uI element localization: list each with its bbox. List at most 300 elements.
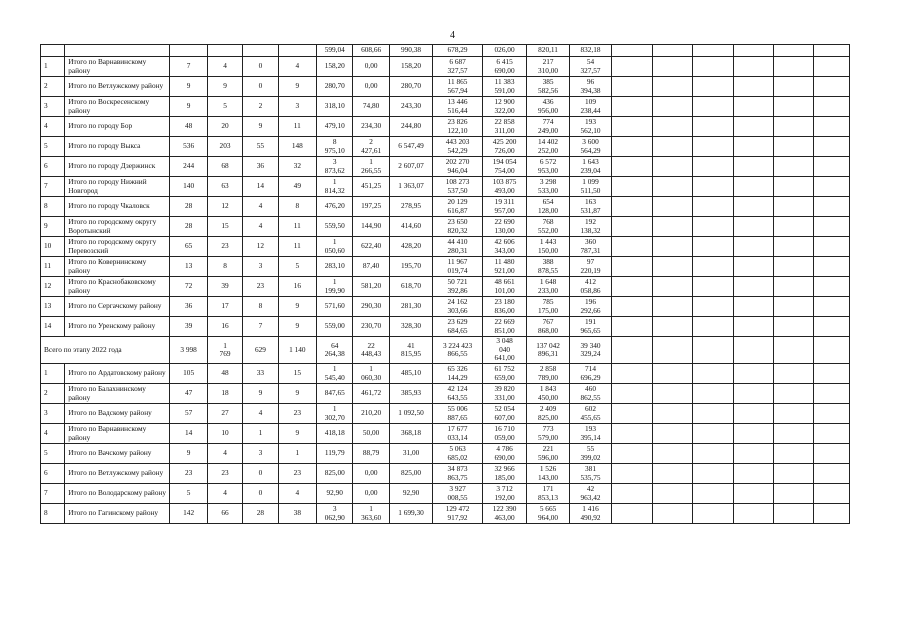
- value-a1: 119,79: [317, 444, 353, 464]
- value-c1: 13: [170, 257, 207, 277]
- empty-cell: [733, 117, 773, 137]
- value-f4: 163 531,87: [569, 197, 611, 217]
- table-row: [41, 504, 850, 524]
- value-a1: 158,20: [317, 57, 353, 77]
- empty-cell: [733, 217, 773, 237]
- empty-cell: [814, 217, 850, 237]
- row-name: Итого по городскому округу Воротынский: [65, 217, 170, 237]
- table-row: [41, 277, 850, 297]
- value-a3: 31,00: [389, 444, 432, 464]
- value-f2: 48 661 101,00: [482, 277, 526, 297]
- empty-cell: [693, 137, 733, 157]
- value-a2: 622,40: [353, 237, 389, 257]
- empty-cell: [612, 424, 652, 444]
- value-c1: 140: [170, 177, 207, 197]
- empty-cell: [733, 57, 773, 77]
- empty-cell: [693, 45, 733, 57]
- value-f3: 217 310,00: [527, 57, 569, 77]
- empty-cell: [693, 197, 733, 217]
- row-name: Итого по Варнавинскому району: [65, 57, 170, 77]
- value-f4: 196 292,66: [569, 297, 611, 317]
- page-number: 4: [450, 30, 455, 41]
- value-c1: 7: [170, 57, 207, 77]
- empty-cell: [733, 257, 773, 277]
- value-f1: 55 006 887,65: [433, 404, 483, 424]
- value-a3: 244,80: [389, 117, 432, 137]
- row-number: 1: [41, 57, 65, 77]
- table-row: [41, 257, 850, 277]
- row-number: 8: [41, 504, 65, 524]
- empty-cell: [612, 484, 652, 504]
- row-number: 5: [41, 444, 65, 464]
- value-a1: 825,00: [317, 464, 353, 484]
- value-f1: 13 446 516,44: [433, 97, 483, 117]
- empty-cell: [612, 297, 652, 317]
- table-row: [41, 237, 850, 257]
- empty-cell: [733, 197, 773, 217]
- empty-cell: [693, 424, 733, 444]
- value-c3: 23: [243, 277, 278, 297]
- value-a3: 618,70: [389, 277, 432, 297]
- row-number: 2: [41, 384, 65, 404]
- value-a3: 414,60: [389, 217, 432, 237]
- total-f2: 3 048 040 641,00: [482, 337, 526, 364]
- empty-cell: [733, 444, 773, 464]
- empty-cell: [733, 277, 773, 297]
- value-c1: 72: [170, 277, 207, 297]
- empty-cell: [814, 197, 850, 217]
- empty-cell: [774, 444, 814, 464]
- empty-cell: [733, 364, 773, 384]
- empty-cell: [693, 117, 733, 137]
- value-c1: 57: [170, 404, 207, 424]
- value-c2: 16: [207, 317, 242, 337]
- value-f2: 4 786 690,00: [482, 444, 526, 464]
- value-c1: 36: [170, 297, 207, 317]
- empty-cell: [733, 137, 773, 157]
- table-row: [41, 77, 850, 97]
- value-c2: 8: [207, 257, 242, 277]
- value-a2: 0,00: [353, 464, 389, 484]
- value-c3: 4: [243, 197, 278, 217]
- empty-cell: [652, 337, 692, 364]
- empty-cell: [652, 45, 692, 57]
- value-c1: 65: [170, 237, 207, 257]
- table-row: [41, 404, 850, 424]
- value-c4: 4: [278, 57, 316, 77]
- value-c2: 12: [207, 197, 242, 217]
- value-c4: 23: [278, 464, 316, 484]
- value-c1: 23: [170, 464, 207, 484]
- value-c2: 23: [207, 464, 242, 484]
- empty-cell: [652, 444, 692, 464]
- value-f4: 1 416 490,92: [569, 504, 611, 524]
- empty-cell: [774, 297, 814, 317]
- value-c4: 9: [278, 297, 316, 317]
- value-f4: 193 562,10: [569, 117, 611, 137]
- empty-cell: [733, 484, 773, 504]
- value-a1: 283,10: [317, 257, 353, 277]
- empty-cell: [814, 157, 850, 177]
- empty-cell: [774, 317, 814, 337]
- value-f4: 42 963,42: [569, 484, 611, 504]
- value-f3: 767 868,00: [527, 317, 569, 337]
- empty-cell: [652, 464, 692, 484]
- row-number: 4: [41, 424, 65, 444]
- value-f1: 11 967 019,74: [433, 257, 483, 277]
- table-cell: [41, 45, 65, 57]
- value-a3: 92,90: [389, 484, 432, 504]
- value-f4: 714 696,29: [569, 364, 611, 384]
- value-c4: 23: [278, 404, 316, 424]
- empty-cell: [693, 384, 733, 404]
- empty-cell: [733, 77, 773, 97]
- value-f2: 16 710 059,00: [482, 424, 526, 444]
- value-c2: 4: [207, 57, 242, 77]
- row-number: 9: [41, 217, 65, 237]
- value-f3: 3 298 533,00: [527, 177, 569, 197]
- empty-cell: [612, 197, 652, 217]
- empty-cell: [612, 404, 652, 424]
- value-c2: 9: [207, 77, 242, 97]
- value-a2: 197,25: [353, 197, 389, 217]
- value-c2: 66: [207, 504, 242, 524]
- table-row: [41, 444, 850, 464]
- value-f4: 55 399,02: [569, 444, 611, 464]
- empty-cell: [774, 177, 814, 197]
- value-f2: 194 054 754,00: [482, 157, 526, 177]
- empty-cell: [612, 504, 652, 524]
- value-f3: 6 572 953,00: [527, 157, 569, 177]
- value-a3: 280,70: [389, 77, 432, 97]
- value-a2: 88,79: [353, 444, 389, 464]
- value-c2: 68: [207, 157, 242, 177]
- empty-cell: [814, 384, 850, 404]
- value-a1: 3 873,62: [317, 157, 353, 177]
- value-f3: 768 552,00: [527, 217, 569, 237]
- value-f2: 3 712 192,00: [482, 484, 526, 504]
- value-f1: 23 650 820,32: [433, 217, 483, 237]
- row-number: 11: [41, 257, 65, 277]
- value-a2: 87,40: [353, 257, 389, 277]
- empty-cell: [612, 177, 652, 197]
- value-f2: 12 900 322,00: [482, 97, 526, 117]
- row-number: 6: [41, 464, 65, 484]
- value-a1: 92,90: [317, 484, 353, 504]
- table-cell: [65, 45, 170, 57]
- empty-cell: [814, 97, 850, 117]
- empty-cell: [652, 197, 692, 217]
- row-name: Итого по Ардатовскому району: [65, 364, 170, 384]
- value-c4: 11: [278, 217, 316, 237]
- value-c2: 17: [207, 297, 242, 317]
- row-name: Итого по городскому округу Перевозский: [65, 237, 170, 257]
- empty-cell: [693, 464, 733, 484]
- empty-cell: [774, 404, 814, 424]
- value-a3: 6 547,49: [389, 137, 432, 157]
- empty-cell: [693, 177, 733, 197]
- value-c4: 9: [278, 384, 316, 404]
- row-name: Итого по Вадскому району: [65, 404, 170, 424]
- value-f4: 191 965,65: [569, 317, 611, 337]
- row-number: 13: [41, 297, 65, 317]
- value-c1: 48: [170, 117, 207, 137]
- value-a1: 1 050,60: [317, 237, 353, 257]
- value-a3: 158,20: [389, 57, 432, 77]
- empty-cell: [612, 257, 652, 277]
- row-name: Итого по Вачскому району: [65, 444, 170, 464]
- row-number: 2: [41, 77, 65, 97]
- empty-cell: [652, 404, 692, 424]
- value-f1: 202 270 946,04: [433, 157, 483, 177]
- total-c4: 1 140: [278, 337, 316, 364]
- total-label: Всего по этапу 2022 года: [41, 337, 170, 364]
- row-name: Итого по городу Чкаловск: [65, 197, 170, 217]
- empty-cell: [774, 337, 814, 364]
- value-f3: 171 853,13: [527, 484, 569, 504]
- empty-cell: [814, 317, 850, 337]
- value-a2: 0,00: [353, 77, 389, 97]
- value-c4: 5: [278, 257, 316, 277]
- value-c2: 63: [207, 177, 242, 197]
- empty-cell: [733, 157, 773, 177]
- value-a2: 230,70: [353, 317, 389, 337]
- value-c1: 142: [170, 504, 207, 524]
- value-f2: 19 311 957,00: [482, 197, 526, 217]
- total-a2: 22 448,43: [353, 337, 389, 364]
- value-c1: 47: [170, 384, 207, 404]
- value-a3: 1 092,50: [389, 404, 432, 424]
- value-f3: 1 526 143,00: [527, 464, 569, 484]
- value-c1: 5: [170, 484, 207, 504]
- empty-cell: [774, 237, 814, 257]
- value-f2: 39 820 331,00: [482, 384, 526, 404]
- empty-cell: [814, 484, 850, 504]
- value-f2: 11 383 591,00: [482, 77, 526, 97]
- value-c3: 4: [243, 217, 278, 237]
- row-name: Итого по Гагинскому району: [65, 504, 170, 524]
- row-number: 4: [41, 117, 65, 137]
- value-f3: 1 843 450,00: [527, 384, 569, 404]
- empty-cell: [652, 277, 692, 297]
- empty-cell: [693, 297, 733, 317]
- value-a3: 2 607,07: [389, 157, 432, 177]
- empty-cell: [693, 277, 733, 297]
- value-c1: 28: [170, 197, 207, 217]
- empty-cell: [612, 45, 652, 57]
- value-c3: 33: [243, 364, 278, 384]
- row-name: Итого по городу Нижний Новгород: [65, 177, 170, 197]
- value-a2: 461,72: [353, 384, 389, 404]
- row-name: Итого по Балахнинскому району: [65, 384, 170, 404]
- value-f2: 22 858 311,00: [482, 117, 526, 137]
- value-f1: 11 865 567,94: [433, 77, 483, 97]
- row-number: 10: [41, 237, 65, 257]
- value-c4: 49: [278, 177, 316, 197]
- table-cell: 599,04: [317, 45, 353, 57]
- empty-cell: [652, 364, 692, 384]
- row-name: Итого по Уренскому району: [65, 317, 170, 337]
- empty-cell: [693, 317, 733, 337]
- value-c3: 1: [243, 424, 278, 444]
- value-f4: 192 138,32: [569, 217, 611, 237]
- value-c4: 11: [278, 237, 316, 257]
- value-f4: 460 862,55: [569, 384, 611, 404]
- empty-cell: [814, 77, 850, 97]
- value-a3: 385,93: [389, 384, 432, 404]
- value-a1: 559,50: [317, 217, 353, 237]
- empty-cell: [774, 424, 814, 444]
- value-a1: 1 302,70: [317, 404, 353, 424]
- value-c3: 0: [243, 484, 278, 504]
- empty-cell: [693, 484, 733, 504]
- value-f2: 103 875 493,00: [482, 177, 526, 197]
- value-c2: 10: [207, 424, 242, 444]
- value-a1: 476,20: [317, 197, 353, 217]
- report-table: [40, 44, 850, 524]
- empty-cell: [612, 117, 652, 137]
- value-c3: 3: [243, 444, 278, 464]
- value-f1: 50 721 392,86: [433, 277, 483, 297]
- value-f4: 3 600 564,29: [569, 137, 611, 157]
- empty-cell: [774, 504, 814, 524]
- table-row: [41, 217, 850, 237]
- table-row: [41, 137, 850, 157]
- value-f3: 2 409 825,00: [527, 404, 569, 424]
- empty-cell: [693, 257, 733, 277]
- value-a1: 1 199,90: [317, 277, 353, 297]
- value-c2: 203: [207, 137, 242, 157]
- value-f2: 61 752 659,00: [482, 364, 526, 384]
- empty-cell: [733, 504, 773, 524]
- value-a2: 210,20: [353, 404, 389, 424]
- value-f2: 42 606 343,00: [482, 237, 526, 257]
- empty-cell: [774, 384, 814, 404]
- empty-cell: [814, 137, 850, 157]
- value-a2: 0,00: [353, 484, 389, 504]
- value-f3: 1 443 150,00: [527, 237, 569, 257]
- total-a1: 64 264,38: [317, 337, 353, 364]
- value-c3: 28: [243, 504, 278, 524]
- value-c4: 32: [278, 157, 316, 177]
- empty-cell: [693, 97, 733, 117]
- value-f1: 20 129 616,87: [433, 197, 483, 217]
- value-c3: 2: [243, 97, 278, 117]
- empty-cell: [733, 384, 773, 404]
- value-a3: 825,00: [389, 464, 432, 484]
- empty-cell: [652, 297, 692, 317]
- empty-cell: [774, 364, 814, 384]
- value-a3: 1 363,07: [389, 177, 432, 197]
- row-name: Итого по Ковернинскому району: [65, 257, 170, 277]
- value-c1: 39: [170, 317, 207, 337]
- empty-cell: [814, 337, 850, 364]
- table-row: [41, 177, 850, 197]
- empty-cell: [774, 157, 814, 177]
- value-f1: 443 203 542,29: [433, 137, 483, 157]
- empty-cell: [612, 217, 652, 237]
- value-c3: 36: [243, 157, 278, 177]
- value-f1: 65 326 144,29: [433, 364, 483, 384]
- value-a1: 418,18: [317, 424, 353, 444]
- empty-cell: [814, 404, 850, 424]
- empty-cell: [612, 57, 652, 77]
- value-f1: 24 162 303,66: [433, 297, 483, 317]
- empty-cell: [814, 297, 850, 317]
- value-a2: 2 427,61: [353, 137, 389, 157]
- total-a3: 41 815,95: [389, 337, 432, 364]
- row-number: 7: [41, 177, 65, 197]
- empty-cell: [774, 464, 814, 484]
- empty-cell: [693, 77, 733, 97]
- empty-cell: [652, 317, 692, 337]
- value-f4: 193 395,14: [569, 424, 611, 444]
- value-f3: 1 648 233,00: [527, 277, 569, 297]
- empty-cell: [814, 424, 850, 444]
- empty-cell: [814, 237, 850, 257]
- value-c1: 105: [170, 364, 207, 384]
- empty-cell: [733, 464, 773, 484]
- empty-cell: [733, 97, 773, 117]
- value-f3: 388 878,55: [527, 257, 569, 277]
- value-a1: 559,00: [317, 317, 353, 337]
- empty-cell: [612, 77, 652, 97]
- table-row: [41, 384, 850, 404]
- table-cell: [243, 45, 278, 57]
- value-c1: 14: [170, 424, 207, 444]
- value-c4: 1: [278, 444, 316, 464]
- value-a1: 1 814,32: [317, 177, 353, 197]
- value-c3: 0: [243, 464, 278, 484]
- value-f2: 425 200 726,00: [482, 137, 526, 157]
- value-a2: 234,30: [353, 117, 389, 137]
- empty-cell: [814, 257, 850, 277]
- row-name: Итого по Краснобаковскому району: [65, 277, 170, 297]
- empty-cell: [612, 384, 652, 404]
- value-c3: 9: [243, 117, 278, 137]
- total-c2: 1 769: [207, 337, 242, 364]
- empty-cell: [612, 464, 652, 484]
- value-c2: 27: [207, 404, 242, 424]
- value-f2: 23 180 836,00: [482, 297, 526, 317]
- table-cell: 990,38: [389, 45, 432, 57]
- row-name: Итого по Ветлужскому району: [65, 77, 170, 97]
- empty-cell: [612, 317, 652, 337]
- row-name: Итого по городу Дзержинск: [65, 157, 170, 177]
- table-row: [41, 297, 850, 317]
- row-number: 8: [41, 197, 65, 217]
- value-f4: 54 327,57: [569, 57, 611, 77]
- value-f3: 14 402 252,00: [527, 137, 569, 157]
- value-c2: 15: [207, 217, 242, 237]
- empty-cell: [652, 484, 692, 504]
- value-c2: 20: [207, 117, 242, 137]
- row-name: Итого по Ветлужскому району: [65, 464, 170, 484]
- value-a3: 278,95: [389, 197, 432, 217]
- value-a1: 8 975,10: [317, 137, 353, 157]
- value-f2: 6 415 690,00: [482, 57, 526, 77]
- value-c2: 18: [207, 384, 242, 404]
- value-a2: 451,25: [353, 177, 389, 197]
- value-f3: 774 249,00: [527, 117, 569, 137]
- empty-cell: [814, 57, 850, 77]
- value-a2: 50,00: [353, 424, 389, 444]
- value-c4: 38: [278, 504, 316, 524]
- value-a3: 281,30: [389, 297, 432, 317]
- value-f1: 34 873 863,75: [433, 464, 483, 484]
- row-number: 12: [41, 277, 65, 297]
- table-row: [41, 317, 850, 337]
